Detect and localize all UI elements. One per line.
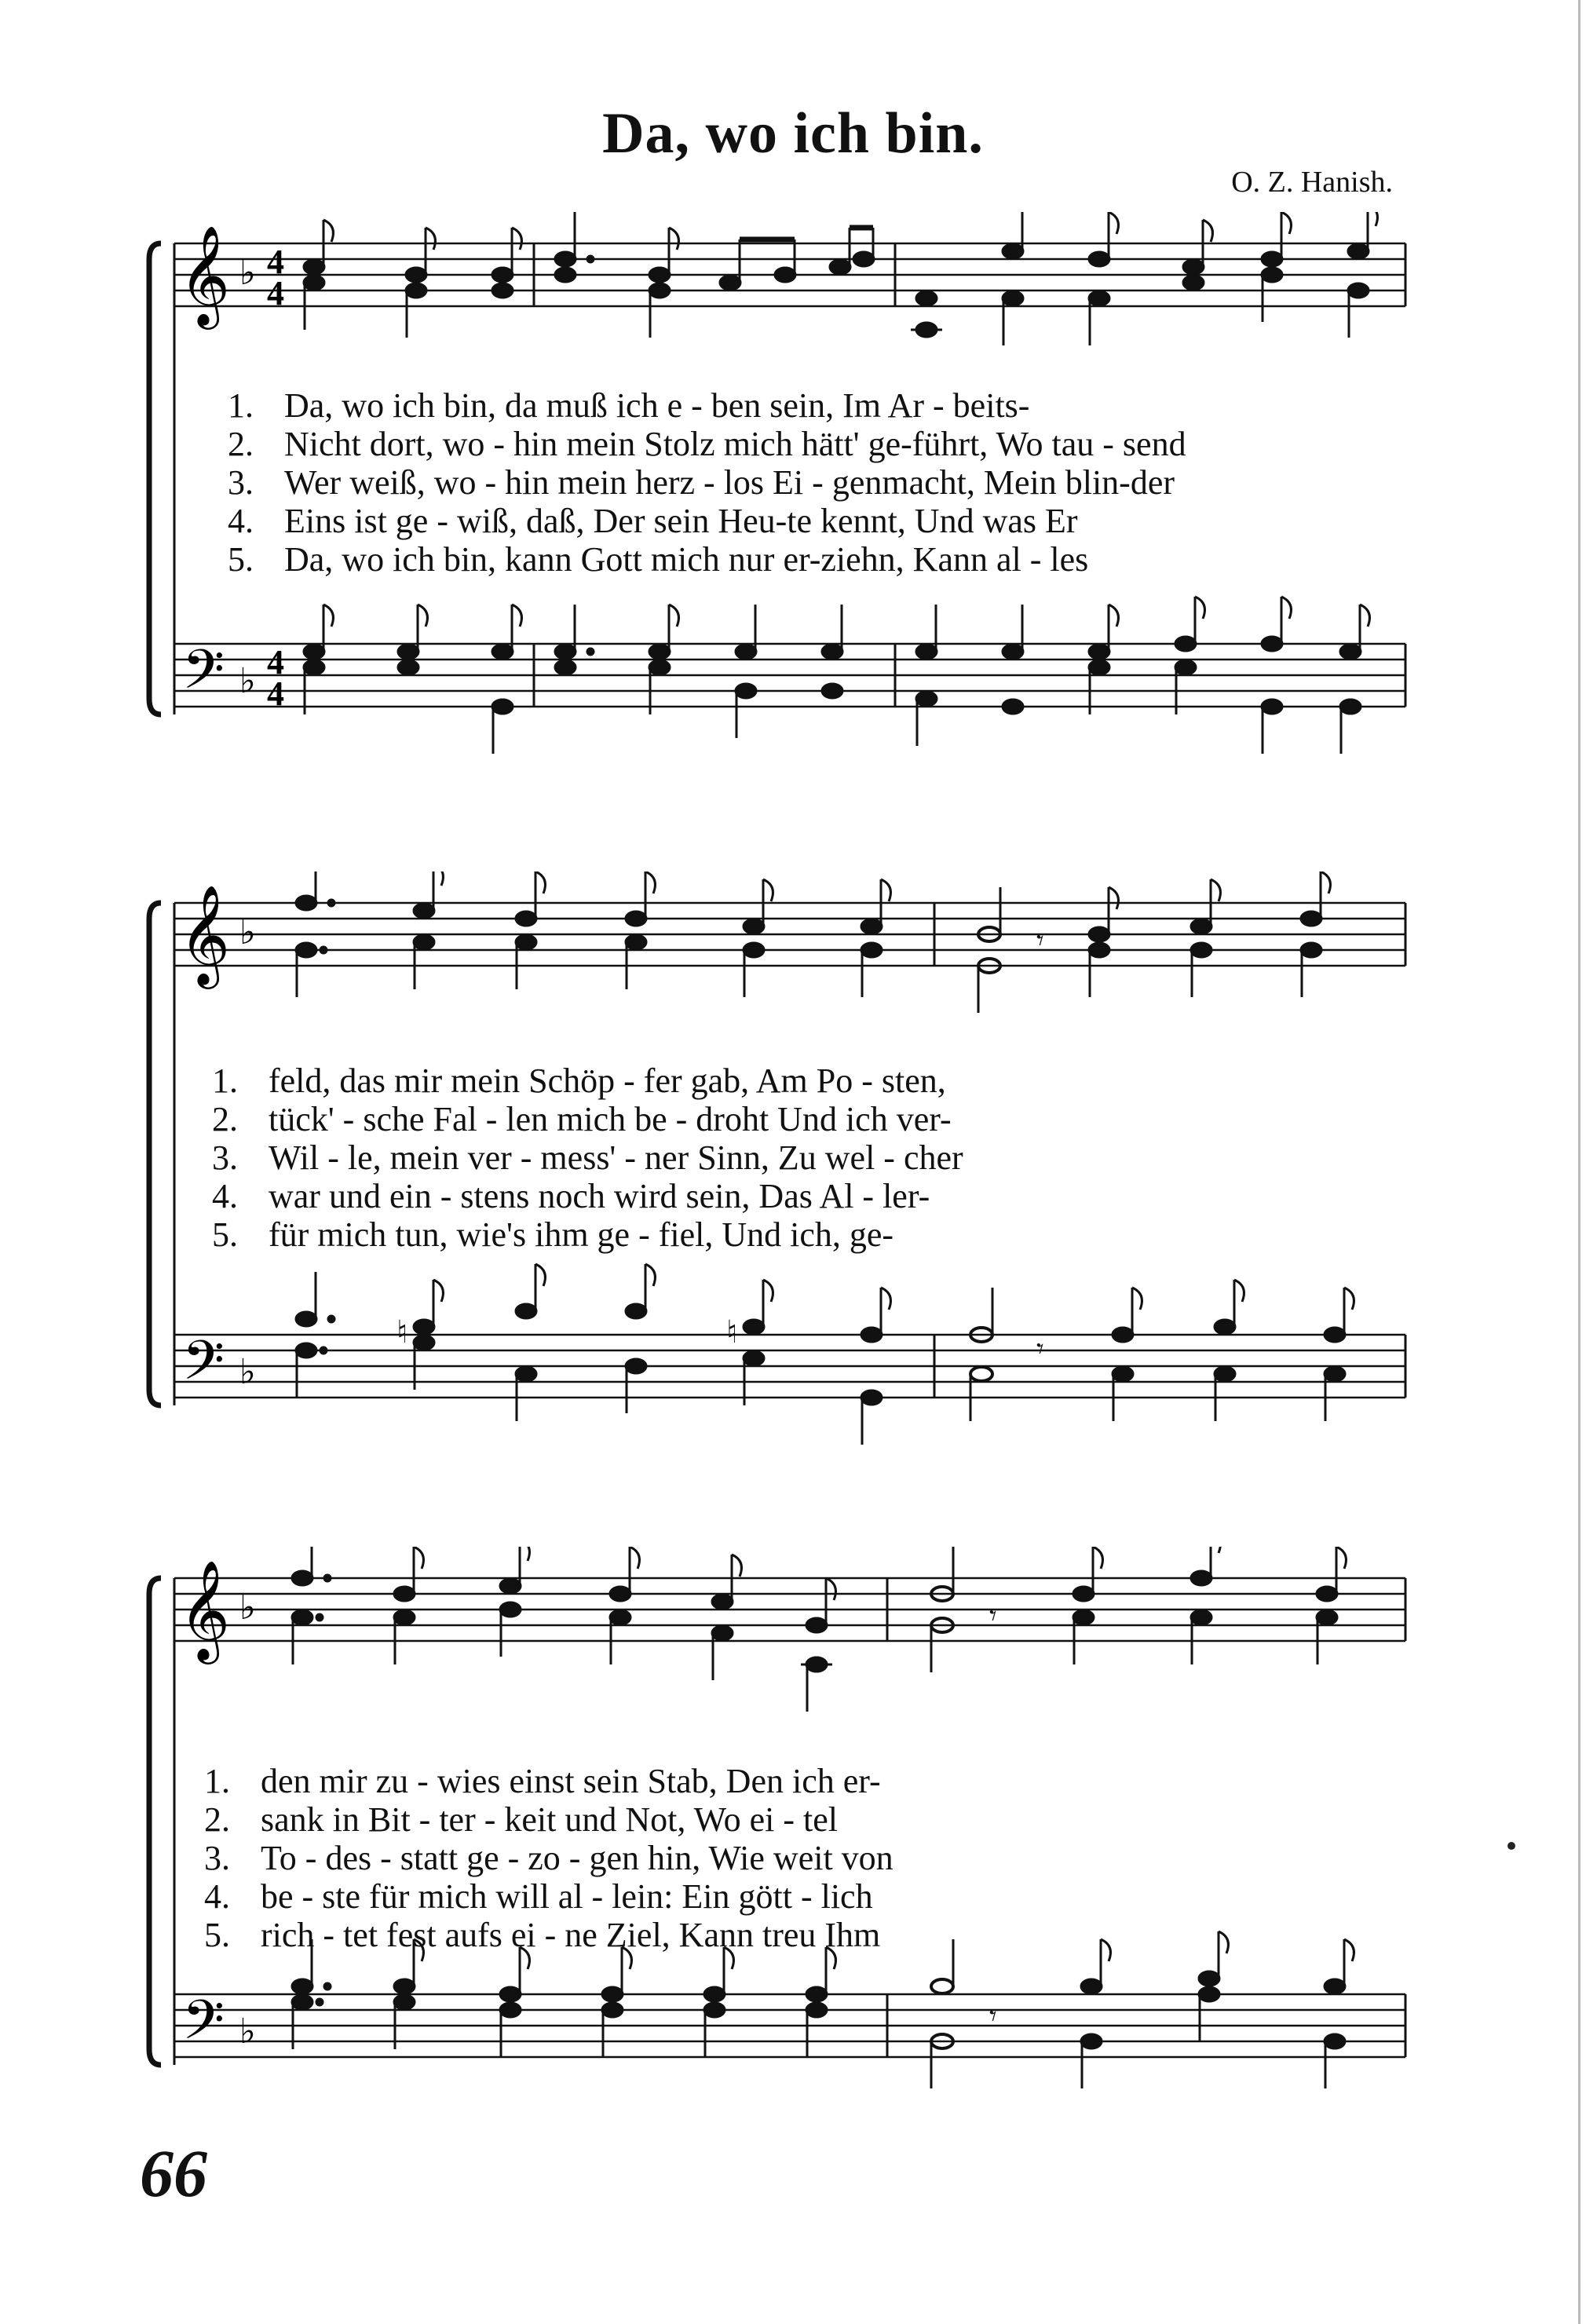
treble-clef-icon: 𝄞	[179, 884, 231, 985]
bass-staff	[174, 1994, 1405, 2057]
treble-clef-icon: 𝄞	[179, 1559, 231, 1660]
lyric-verse-2: 2. Nicht dort, wo - hin mein Stolz mich hätt' ge-führt, Wo tau - send	[228, 425, 1186, 463]
page-number: 66	[140, 2136, 207, 2211]
system-brace	[149, 1578, 161, 2065]
lyric-verse-2: 2. tück' - sche Fal - len mich be - droht Und ich ver-	[212, 1100, 952, 1138]
treble-staff	[174, 1578, 1405, 1641]
bass-staff	[174, 644, 1405, 707]
composer-credit: O. Z. Hanish.	[1231, 166, 1393, 199]
treble-notes	[292, 1547, 1346, 1712]
time-sig-top: 4	[267, 243, 284, 281]
treble-staff	[174, 903, 1405, 966]
lyric-verse-5: 5. rich - tet fest aufs ei - ne Ziel, Kann treu Ihm	[204, 1916, 881, 1954]
page-title: Da, wo ich bin.	[602, 101, 984, 166]
svg-text:♮: ♮	[396, 1314, 408, 1350]
flat-icon: ♭	[239, 253, 256, 293]
lyrics-block-1	[228, 386, 1405, 579]
lyric-verse-5: 5. für mich tun, wie's ihm ge - fiel, Und ich, ge-	[212, 1215, 894, 1254]
flat-icon: ♭	[239, 661, 256, 701]
svg-text:𝄾: 𝄾	[1036, 1333, 1044, 1365]
flat-icon: ♭	[239, 2012, 256, 2052]
lyric-verse-3: 3. Wer weiß, wo - hin mein herz - los Ei - genmacht, Mein blin-der	[228, 463, 1175, 502]
svg-text:♮: ♮	[726, 1314, 738, 1350]
treble-clef-icon: 𝄞	[179, 225, 231, 325]
lyric-verse-4: 4. Eins ist ge - wiß, daß, Der sein Heu-te kennt, Und was Er	[228, 502, 1078, 540]
time-sig-bottom: 4	[267, 274, 284, 312]
margin-dot	[1507, 1842, 1515, 1850]
lyric-verse-2: 2. sank in Bit - ter - keit und Not, Wo ei - tel	[204, 1800, 838, 1839]
lyrics-block-2	[212, 1062, 1405, 1254]
lyric-verse-1: 1. den mir zu - wies einst sein Stab, Den ich er-	[204, 1762, 881, 1800]
lyric-verse-4: 4. be - ste für mich will al - lein: Ein gött - lich	[204, 1877, 873, 1916]
bass-notes	[296, 1264, 1354, 1445]
bass-clef-icon: 𝄢	[182, 1988, 225, 2065]
lyric-verse-1: 1. feld, das mir mein Schöp - fer gab, Am Po - sten,	[212, 1062, 946, 1100]
treble-notes	[296, 872, 1330, 1013]
lyric-verse-3: 3. Wil - le, mein ver - mess' - ner Sinn, Zu wel - cher	[212, 1138, 963, 1177]
lyric-verse-5: 5. Da, wo ich bin, kann Gott mich nur er-ziehn, Kann al - les	[228, 540, 1089, 579]
flat-icon: ♭	[239, 1588, 256, 1628]
flat-icon: ♭	[239, 912, 256, 952]
bass-staff	[174, 1335, 1405, 1398]
time-sig-top: 4	[267, 643, 284, 681]
lyric-verse-4: 4. war und ein - stens noch wird sein, Das Al - ler-	[212, 1177, 930, 1215]
svg-text:𝄾: 𝄾	[989, 1600, 997, 1632]
svg-text:𝄾: 𝄾	[1036, 925, 1044, 957]
svg-text:𝄾: 𝄾	[989, 2001, 997, 2033]
time-sig-bottom: 4	[267, 674, 284, 713]
system-brace	[149, 903, 161, 1405]
bass-clef-icon: 𝄢	[182, 638, 225, 714]
lyrics-block-3	[204, 1762, 1405, 1954]
bass-clef-icon: 𝄢	[182, 1328, 225, 1405]
lyric-verse-3: 3. To - des - statt ge - zo - gen hin, Wie weit von	[204, 1839, 893, 1877]
treble-notes	[304, 212, 1377, 345]
system-brace	[149, 243, 161, 714]
lyric-verse-1: 1. Da, wo ich bin, da muß ich e - ben sein, Im Ar - beits-	[228, 386, 1030, 425]
flat-icon: ♭	[239, 1352, 256, 1392]
